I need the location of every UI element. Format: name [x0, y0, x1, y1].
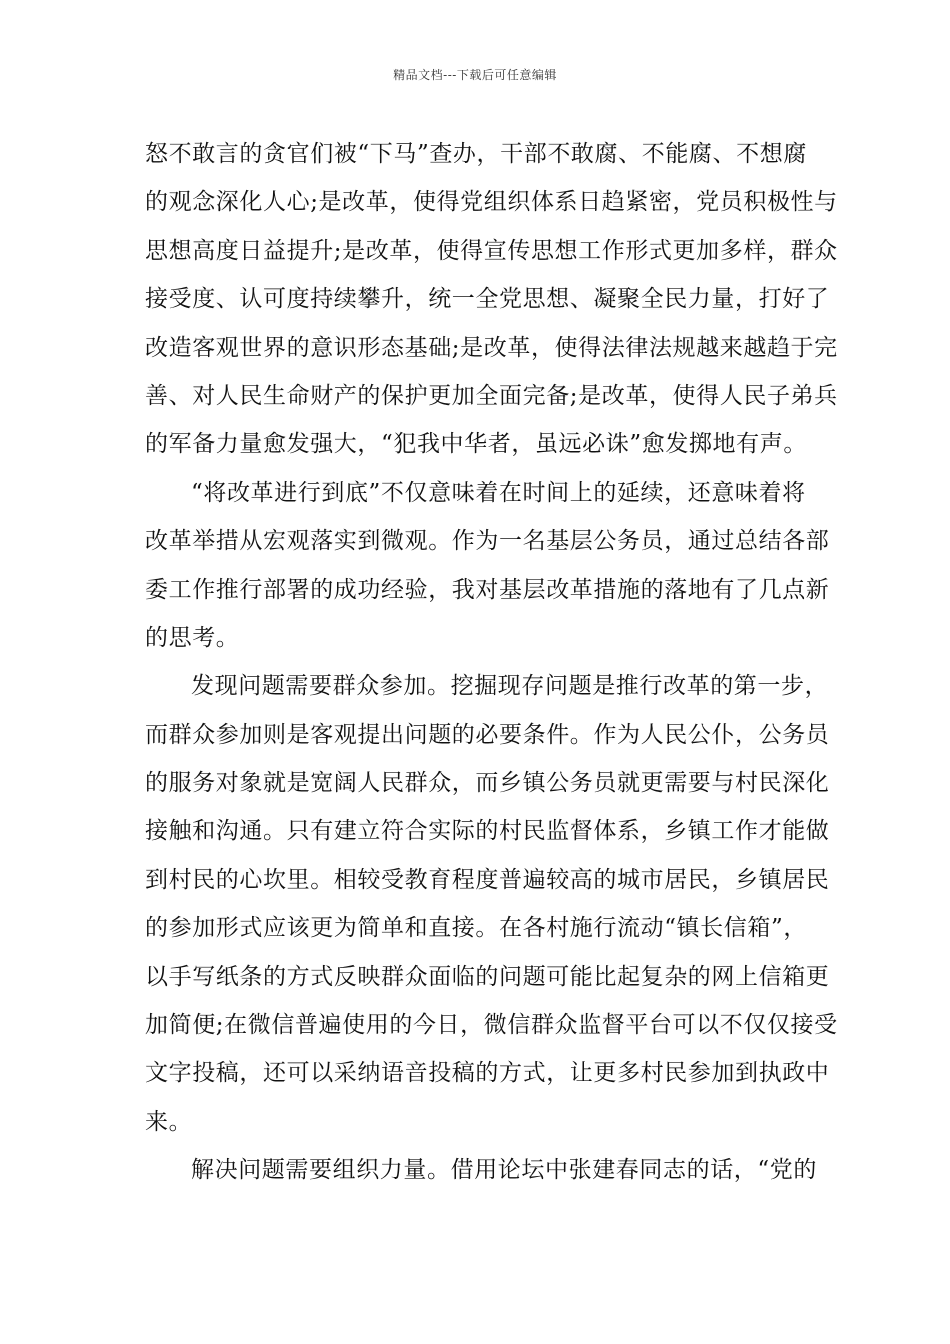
text-line: 加简便;在微信普遍使用的今日，微信群众监督平台可以不仅仅接受: [145, 1012, 838, 1039]
text-line: 思想高度日益提升;是改革，使得宣传思想工作形式更加多样，群众: [145, 237, 838, 264]
text-line: 来。: [145, 1108, 193, 1135]
text-line: 而群众参加则是客观提出问题的必要条件。作为人民公仆，公务员: [145, 721, 830, 748]
text-line: 委工作推行部署的成功经验，我对基层改革措施的落地有了几点新: [145, 576, 830, 603]
text-line: 接受度、认可度持续攀升，统一全党思想、凝聚全民力量，打好了: [145, 286, 830, 313]
text-line: 文字投稿，还可以采纳语音投稿的方式，让更多村民参加到执政中: [145, 1060, 830, 1087]
text-line: 善、对人民生命财产的保护更加全面完备;是改革，使得人民子弟兵: [145, 382, 838, 409]
text-line: 的思考。: [145, 624, 240, 651]
text-line: 的服务对象就是宽阔人民群众，而乡镇公务员就更需要与村民深化: [145, 770, 830, 797]
page-header: 精品文档---下载后可任意编辑: [393, 68, 557, 82]
text-line: 以手写纸条的方式反映群众面临的问题可能比起复杂的网上信箱更: [145, 963, 830, 990]
text-line: 怒不敢言的贪官们被“下马”查办，干部不敢腐、不能腐、不想腐: [145, 141, 807, 167]
text-line: 改革举措从宏观落实到微观。作为一名基层公务员，通过总结各部: [145, 528, 830, 555]
body-text: [145, 130, 838, 1195]
text-line: 解决问题需要组织力量。借用论坛中张建春同志的话，“党的: [191, 1157, 817, 1184]
text-line: 接触和沟通。只有建立符合实际的村民监督体系，乡镇工作才能做: [145, 818, 830, 845]
text-line: 的军备力量愈发强大，“犯我中华者，虽远必诛”愈发掷地有声。: [145, 431, 807, 458]
text-line: 的参加形式应该更为简单和直接。在各村施行流动“镇长信箱”，: [145, 915, 807, 942]
text-line: 改造客观世界的意识形态基础;是改革，使得法律法规越来越趋于完: [145, 334, 838, 361]
text-line: 的观念深化人心;是改革，使得党组织体系日趋紧密，党员积极性与: [145, 189, 838, 216]
text-line: 到村民的心坎里。相较受教育程度普遍较高的城市居民，乡镇居民: [145, 866, 830, 893]
text-line: 发现问题需要群众参加。挖掘现存问题是推行改革的第一步，: [191, 673, 829, 700]
text-line: “将改革进行到底”不仅意味着在时间上的延续，还意味着将: [191, 479, 806, 506]
